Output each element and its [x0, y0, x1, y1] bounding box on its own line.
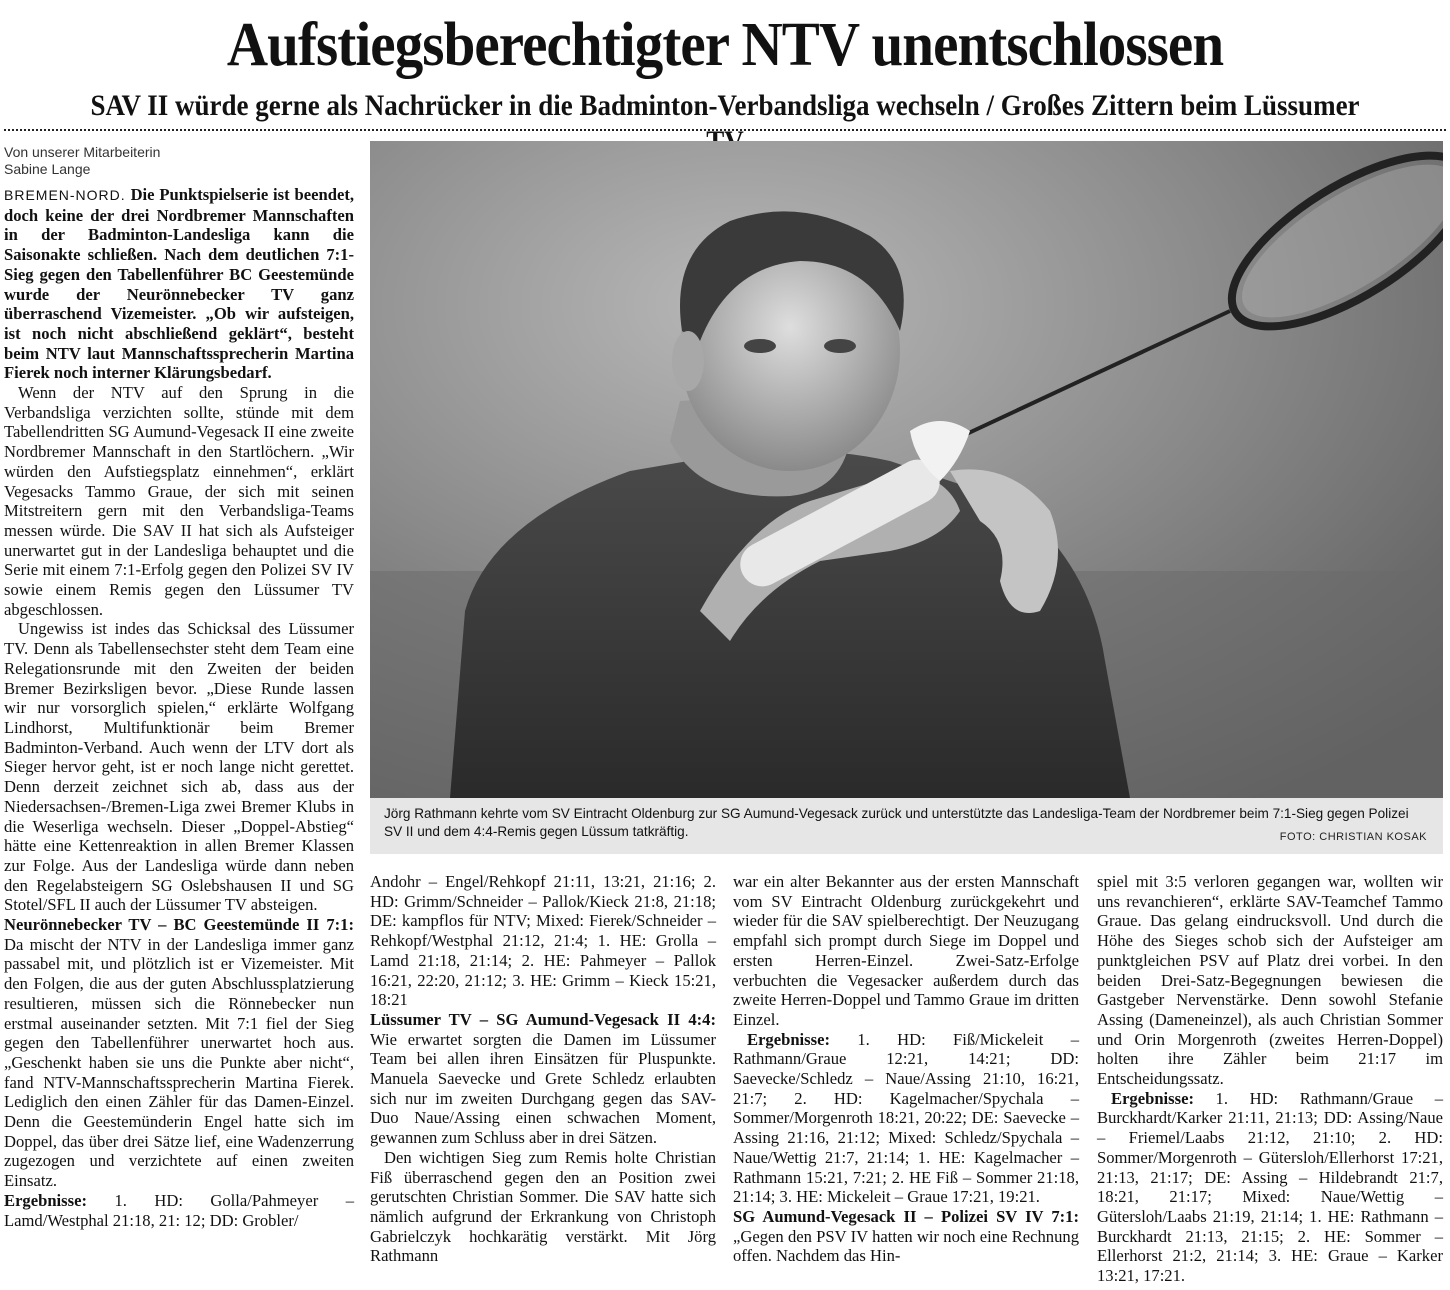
paragraph-1: Wenn der NTV auf den Sprung in die Verbandsliga verzichten sollte, stünde mit dem Tabellendritten SG Aumund-Vegesack II eine zweite Nordbremer Mannschaft in den Startlöchern. „Wir würden den Aufstiegsplatz einnehmen“, erklärt Vegesacks Tammo Graue, der sich mit seinen Mitstreitern gern mit den Verbandsliga-Teams messen würde. Die SAV II hat sich als Aufsteiger unerwartet gut in der Landesliga behauptet und die Serie mit einem 7:1-Erfolg gegen den Polizei SV IV sowie einem Remis gegen den Lüssumer TV abgeschlossen.	[4, 383, 354, 619]
lead-paragraph	[4, 185, 354, 383]
match-3-paragraph	[733, 1207, 1079, 1266]
subheadline: SAV II würde gerne als Nachrücker in die Badminton-Verbandsliga wechseln / Großes Zittern beim Lüssumer	[90, 89, 1360, 122]
dateline: BREMEN-NORD.	[4, 187, 126, 203]
byline-line-1: Von unserer Mitarbeiterin	[4, 144, 161, 160]
photo-caption	[370, 798, 1443, 854]
results-label: Ergebnisse:	[4, 1190, 87, 1210]
match-3-text-a: „Gegen den PSV IV hatten wir noch eine Rechnung offen. Nachdem das Hin-	[733, 1226, 1079, 1266]
match-1-text: Da mischt der NTV in der Landesliga immer ganz passabel mit, und plötzlich ist er Vizemeister. Mit den Folgen, die aus der guten Abschlussplatzierung resultieren, müssen sich die Rönnebecker nun erstmal auseinander setzten. Mit 7:1 fiel der Sieg gegen den Tabellenführer unerwartet hoch aus. „Geschenkt haben sie uns die Punkte aber nicht“, fand NTV-Mannschaftssprecherin Martina Fierek. Lediglich den einen Zähler für das Damen-Einzel. Denn die Geestemünderin Engel hatte sich im Doppel, das über drei Sätze lief, eine Wadenzerrung zugezogen und verzichtete auf einen zweiten Einsatz.	[4, 934, 354, 1191]
match-2-text: Wie erwartet sorgten die Damen im Lüssumer Team bei allen ihren Einsätzen für Pluspunkte. Manuela Saevecke und Grete Schledz erlaubten sich nur im zweiten Durchgang gegen das SAV-Duo Naue/Assing einen schwachen Moment, gewannen zum Schluss aber in drei Sätzen.	[370, 1029, 716, 1148]
article-column-1	[4, 144, 354, 1230]
article-column-4	[1097, 872, 1443, 1286]
headline: Aufstiegsberechtigter NTV unentschlossen	[226, 11, 1224, 79]
article-column-3	[733, 872, 1079, 1266]
match-2-results	[733, 1030, 1079, 1207]
badminton-player-photo	[370, 141, 1443, 798]
results-label: Ergebnisse:	[1111, 1088, 1194, 1108]
match-2-results-text: 1. HD: Fiß/Mickeleit – Rathmann/Graue 12:21, 14:21; DD: Saevecke/Schledz – Naue/Assing 21:10, 16:21, 21:7; 2. HD: Kagelmacher/Spychala – Sommer/Morgenroth 18:21, 20:22; DE: Saevecke – Assing 21:16, 21:12; Mixed: Schledz/Spychala – Naue/Wettig 21:7, 21:14; 1. HE: Kagelmacher – Rathmann 15:21, 7:21; 2. HE Fiß – Sommer 21:18, 21:14; 3. HE: Mickeleit – Graue 17:21, 19:21.	[733, 1029, 1079, 1207]
match-1-results-b: Andohr – Engel/Rehkopf 21:11, 13:21, 21:16; 2. HD: Grimm/Schneider – Pallok/Kieck 21:8, 21:18; DE: kampflos für NTV; Mixed: Fierek/Schneider – Rehkopf/Westphal 21:12, 21:4; 1. HE: Grolla – Lamd 21:18, 21:14; 2. HE: Pahmeyer – Pallok 16:21, 22:20, 21:12; 3. HE: Grimm – Kieck 15:21, 18:21	[370, 872, 716, 1010]
paragraph-2: Ungewiss ist indes das Schicksal des Lüssumer TV. Denn als Tabellensechster steht dem Team eine Relegationsrunde mit den Zweiten der beiden Bremer Bezirksligen bevor. „Diese Runde lassen wir nur vorsorglich spielen,“ erklärte Wolfgang Lindhorst, Multifunktionär beim Bremer Badminton-Verband. Auch wenn der LTV dort als Sieger hervor geht, ist er noch lange nicht gerettet. Denn derzeit zeichnet sich ab, dass aus der Niedersachsen-/Bremen-Liga zwei Bremer Klubs in die Weserliga wechseln. Dieser „Doppel-Abstieg“ hätte eine Kettenreaktion in allen Bremer Klassen zur Folge. Aus der Landesliga würde dann neben den Regelabsteigern SG Oslebshausen II und SG Stotel/SFL II auch der Lüssumer TV absteigen.	[4, 619, 354, 915]
match-3-heading: SG Aumund-Vegesack II – Polizei SV IV 7:1:	[733, 1206, 1079, 1226]
byline-author: Sabine Lange	[4, 161, 91, 177]
match-1-paragraph	[4, 915, 354, 1191]
match-2-paragraph	[370, 1010, 716, 1148]
byline	[4, 144, 354, 178]
results-label: Ergebnisse:	[747, 1029, 830, 1049]
match-2-heading: Lüssumer TV – SG Aumund-Vegesack II 4:4:	[370, 1009, 716, 1029]
match-3-results-text: 1. HD: Rathmann/Graue – Burckhardt/Karker 21:11, 21:13; DD: Assing/Naue – Friemel/Laabs 21:12, 21:10; 2. HD: Sommer/Morgenroth – Gütersloh/Ellerhorst 17:21, 21:13, 21:17; DE: Assing – Hildebrandt 21:7, 18:21, 21:17; Mixed: Naue/Wettig – Gütersloh/Laabs 21:19, 21:14; 1. HE: Rathmann – Burckhardt 21:13, 21:15; 2. HE: Sommer – Ellerhorst 21:2, 21:14; 3. HE: Graue – Karker 13:21, 17:21.	[1097, 1088, 1443, 1286]
match-3-results	[1097, 1089, 1443, 1286]
match-1-heading: Neurönnebecker TV – BC Geestemünde II 7:1:	[4, 915, 354, 935]
match-2-paragraph-2b: war ein alter Bekannter aus der ersten Mannschaft vom SV Eintracht Oldenburg zurückgekehrt und wieder für die SAV spielberechtigt. Der Neuzugang empfahl sich prompt durch Siege im Doppel und ersten Herren-Einzel. Zwei-Satz-Erfolge verbuchten die Vegesacker außerdem durch das zweite Herren-Doppel und Tammo Graue im dritten Einzel.	[733, 872, 1079, 1029]
headline-rule	[4, 129, 1446, 131]
photo-credit: FOTO: CHRISTIAN KOSAK	[1279, 831, 1427, 843]
match-2-paragraph-2a: Den wichtigen Sieg zum Remis holte Christian Fiß überraschend gegen den an Position zwei gerutschten Christian Sommer. Die SAV hatte sich nämlich aufgrund der Erkrankung von Christoph Gabrielczyk hochkarätig verstärkt. Mit Jörg Rathmann	[370, 1147, 716, 1266]
article-column-2	[370, 872, 716, 1266]
match-3-paragraph-b: spiel mit 3:5 verloren gegangen war, wollten wir uns revanchieren“, erklärte SAV-Teamchef Tammo Graue. Das gelang eindrucksvoll. Und durch die Höhe des Sieges schob sich der Aufsteiger am punktgleichen PSV auf Platz drei vorbei. In den beiden Drei-Satz-Begegnungen bewiesen die Gastgeber Nervenstärke. Denn sowohl Stefanie Assing (Dameneinzel), als auch Christian Sommer und Orin Morgenroth (zweites Herren-Doppel) holten ihre Zähler beim 21:17 im Entscheidungssatz.	[1097, 872, 1443, 1089]
caption-text: Jörg Rathmann kehrte vom SV Eintracht Oldenburg zur SG Aumund-Vegesack zurück und unterstützte das Landesliga-Team der Nordbremer beim 7:1-Sieg gegen Polizei SV II und dem 4:4-Remis gegen Lüssum tatkräftig.	[384, 806, 1409, 839]
match-1-results-a	[4, 1191, 354, 1230]
lead-text: Die Punktspielserie ist beendet, doch keine der drei Nordbremer Mannschaften in der Badminton-Landesliga kann die Saisonakte schließen. Nach dem deutlichen 7:1-Sieg gegen den Tabellenführer BC Geestemünde wurde der Neurönnebecker TV ganz überraschend Vizemeister. „Ob wir aufsteigen, ist noch nicht abschließend geklärt“, besteht beim NTV laut Mannschaftssprecherin Martina Fierek noch interner Klärungsbedarf.	[4, 185, 354, 383]
match-1-results-text-a: 1. HD: Golla/Pahmeyer – Lamd/Westphal 21:18, 21: 12; DD: Grobler/	[4, 1190, 354, 1230]
